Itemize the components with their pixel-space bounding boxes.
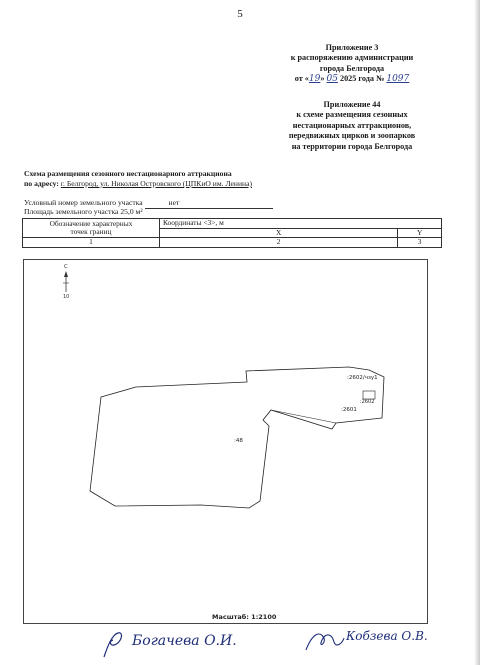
page-number: 5 [237,8,243,20]
page-edge-shadow [474,0,480,665]
land-area: Площадь земельного участка 25,0 м² [24,207,143,216]
north-arrow-icon [63,264,69,300]
label-parcel-48: :48 [234,438,243,444]
appendix-3-date: от «19» 05 2025 года № 1097 [294,74,410,85]
scheme-map [23,259,428,624]
appendix-44-title: Приложение 44 [323,100,381,109]
map-drawing [24,260,427,623]
attraction-site-marker [363,391,375,399]
map-scale: Масштаб: 1:2100 [212,613,277,621]
appendix-3-block [252,43,452,85]
scheme-title: Схема размещения сезонного нестационарного аттракциона [24,169,232,178]
col-coords-header: Координаты <3>, м [160,219,398,229]
label-parcel-2601: :2601 [341,407,357,413]
cadastral-value: нет [145,198,273,209]
appendix-3-line3: города Белгорода [319,63,385,73]
appendix-3-line2: к распоряжению администрации [290,53,414,63]
order-number: 1097 [386,74,410,85]
table-header-row [23,219,442,229]
left-signature: Богачева О.И. [100,625,280,665]
signature-scribble-right [302,624,346,658]
area-unit: м² [135,207,143,216]
cadastral-number: Условный номер земельного участка нет [24,198,273,209]
date-month: 05 [326,74,338,85]
svg-text:10: 10 [63,294,70,300]
area-value: 25,0 [120,207,134,216]
scheme-address: по адресу: г. Белгород, ул. Николая Островского (ЦПКиО им. Ленина) [24,179,253,188]
date-day: 19 [308,74,321,85]
svg-text:С: С [64,264,68,270]
y-header: Y [398,228,442,238]
table-number-row: 1 2 3 [23,238,442,248]
x-header: X [160,228,398,238]
signature-scribble-left [100,627,134,661]
col-points-header: Обозначение характерных точек границ [23,219,160,238]
label-site-260x: :2602 [360,399,375,405]
appendix-44-block: Приложение 44 к схеме размещения сезонных нестационарных аттракционов, передвижных цирков и зоопарков на территории города Белгорода [252,100,452,152]
right-signature: Кобзева О.В. [302,620,472,662]
coordinates-table [22,218,442,248]
label-parcel-2602: :2602/чзу1 [347,375,378,381]
appendix-3-title: Приложение 3 [325,43,379,52]
address-value: г. Белгород, ул. Николая Островского (ЦПКиО им. Ленина) [60,179,253,188]
